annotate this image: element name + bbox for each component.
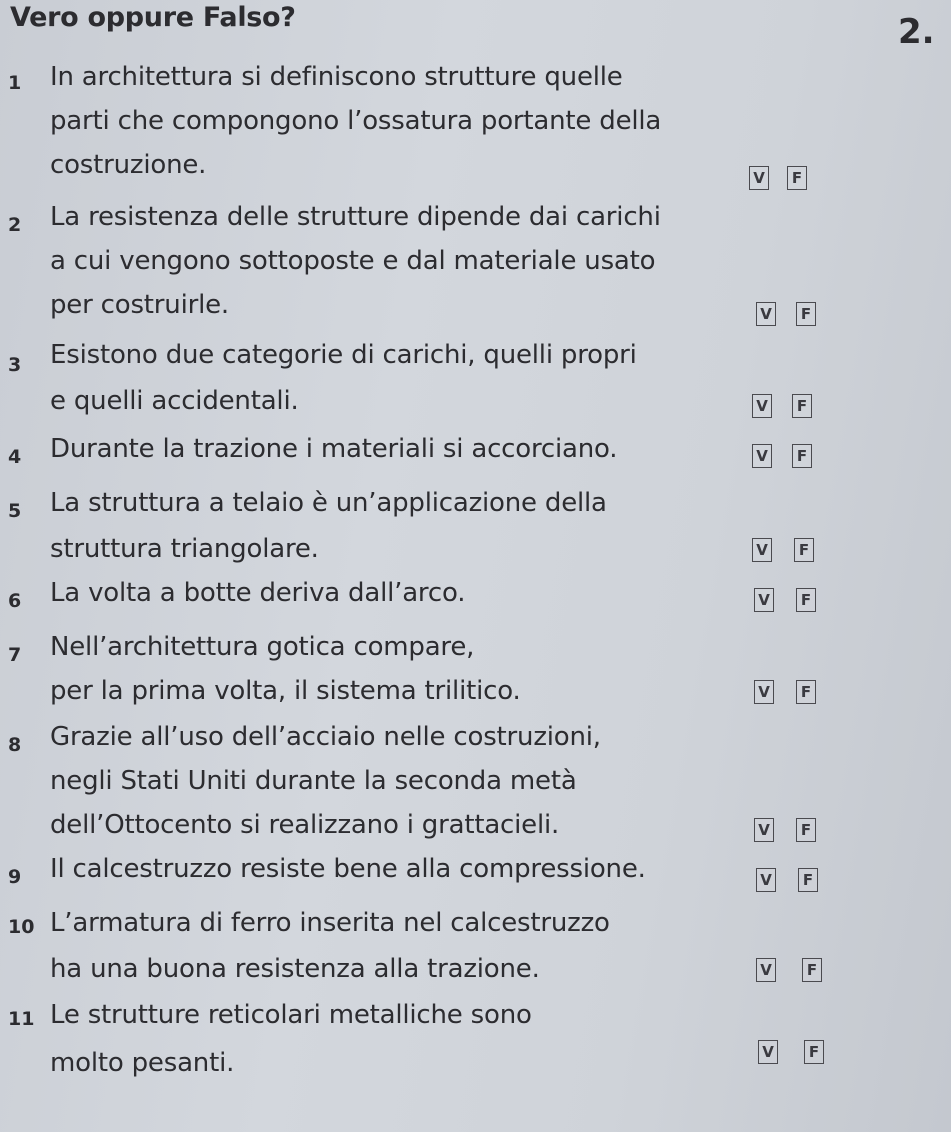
- false-checkbox[interactable]: F: [796, 588, 816, 612]
- question-number: 10: [8, 916, 35, 938]
- true-checkbox[interactable]: V: [756, 868, 776, 892]
- question-text-line: Durante la trazione i materiali si accorciano.: [50, 434, 618, 464]
- question-text-line: In architettura si definiscono strutture quelle: [50, 62, 623, 92]
- question-text-line: negli Stati Uniti durante la seconda metà: [50, 766, 577, 796]
- question-number: 6: [8, 590, 22, 612]
- question-text-line: molto pesanti.: [50, 1048, 235, 1078]
- question-number: 2: [8, 214, 22, 236]
- true-checkbox[interactable]: V: [758, 1040, 778, 1064]
- question-text-line: L’armatura di ferro inserita nel calcestruzzo: [50, 908, 610, 938]
- question-number: 5: [8, 500, 22, 522]
- question-text-line: La struttura a telaio è un’applicazione della: [50, 488, 607, 518]
- false-checkbox[interactable]: F: [804, 1040, 824, 1064]
- false-checkbox[interactable]: F: [802, 958, 822, 982]
- question-number: 4: [8, 446, 22, 468]
- true-checkbox[interactable]: V: [756, 958, 776, 982]
- true-checkbox[interactable]: V: [752, 394, 772, 418]
- false-checkbox[interactable]: F: [792, 444, 812, 468]
- question-text-line: per costruirle.: [50, 290, 229, 320]
- question-text-line: Le strutture reticolari metalliche sono: [50, 1000, 532, 1030]
- question-text-line: Grazie all’uso dell’acciaio nelle costruzioni,: [50, 722, 601, 752]
- question-number: 8: [8, 734, 22, 756]
- question-text-line: costruzione.: [50, 150, 207, 180]
- question-text-line: dell’Ottocento si realizzano i grattacieli.: [50, 810, 560, 840]
- true-checkbox[interactable]: V: [756, 302, 776, 326]
- false-checkbox[interactable]: F: [792, 394, 812, 418]
- true-checkbox[interactable]: V: [752, 444, 772, 468]
- exercise-title: Vero oppure Falso?: [10, 2, 296, 33]
- question-number: 1: [8, 72, 22, 94]
- question-number: 9: [8, 866, 22, 888]
- exercise-number: 2.: [898, 12, 935, 52]
- true-checkbox[interactable]: V: [754, 680, 774, 704]
- false-checkbox[interactable]: F: [787, 166, 807, 190]
- question-text-line: La resistenza delle strutture dipende dai carichi: [50, 202, 661, 232]
- question-text-line: La volta a botte deriva dall’arco.: [50, 578, 466, 608]
- question-text-line: Nell’architettura gotica compare,: [50, 632, 475, 662]
- true-checkbox[interactable]: V: [754, 588, 774, 612]
- false-checkbox[interactable]: F: [796, 818, 816, 842]
- false-checkbox[interactable]: F: [796, 302, 816, 326]
- question-text-line: struttura triangolare.: [50, 534, 319, 564]
- false-checkbox[interactable]: F: [794, 538, 814, 562]
- question-text-line: Esistono due categorie di carichi, quelli propri: [50, 340, 637, 370]
- question-text-line: e quelli accidentali.: [50, 386, 299, 416]
- question-text-line: parti che compongono l’ossatura portante della: [50, 106, 662, 136]
- true-checkbox[interactable]: V: [752, 538, 772, 562]
- true-checkbox[interactable]: V: [749, 166, 769, 190]
- question-text-line: ha una buona resistenza alla trazione.: [50, 954, 540, 984]
- false-checkbox[interactable]: F: [796, 680, 816, 704]
- true-checkbox[interactable]: V: [754, 818, 774, 842]
- question-text-line: per la prima volta, il sistema trilitico.: [50, 676, 521, 706]
- question-text-line: Il calcestruzzo resiste bene alla compressione.: [50, 854, 646, 884]
- false-checkbox[interactable]: F: [798, 868, 818, 892]
- question-text-line: a cui vengono sottoposte e dal materiale usato: [50, 246, 656, 276]
- question-number: 7: [8, 644, 22, 666]
- question-number: 11: [8, 1008, 35, 1030]
- question-number: 3: [8, 354, 22, 376]
